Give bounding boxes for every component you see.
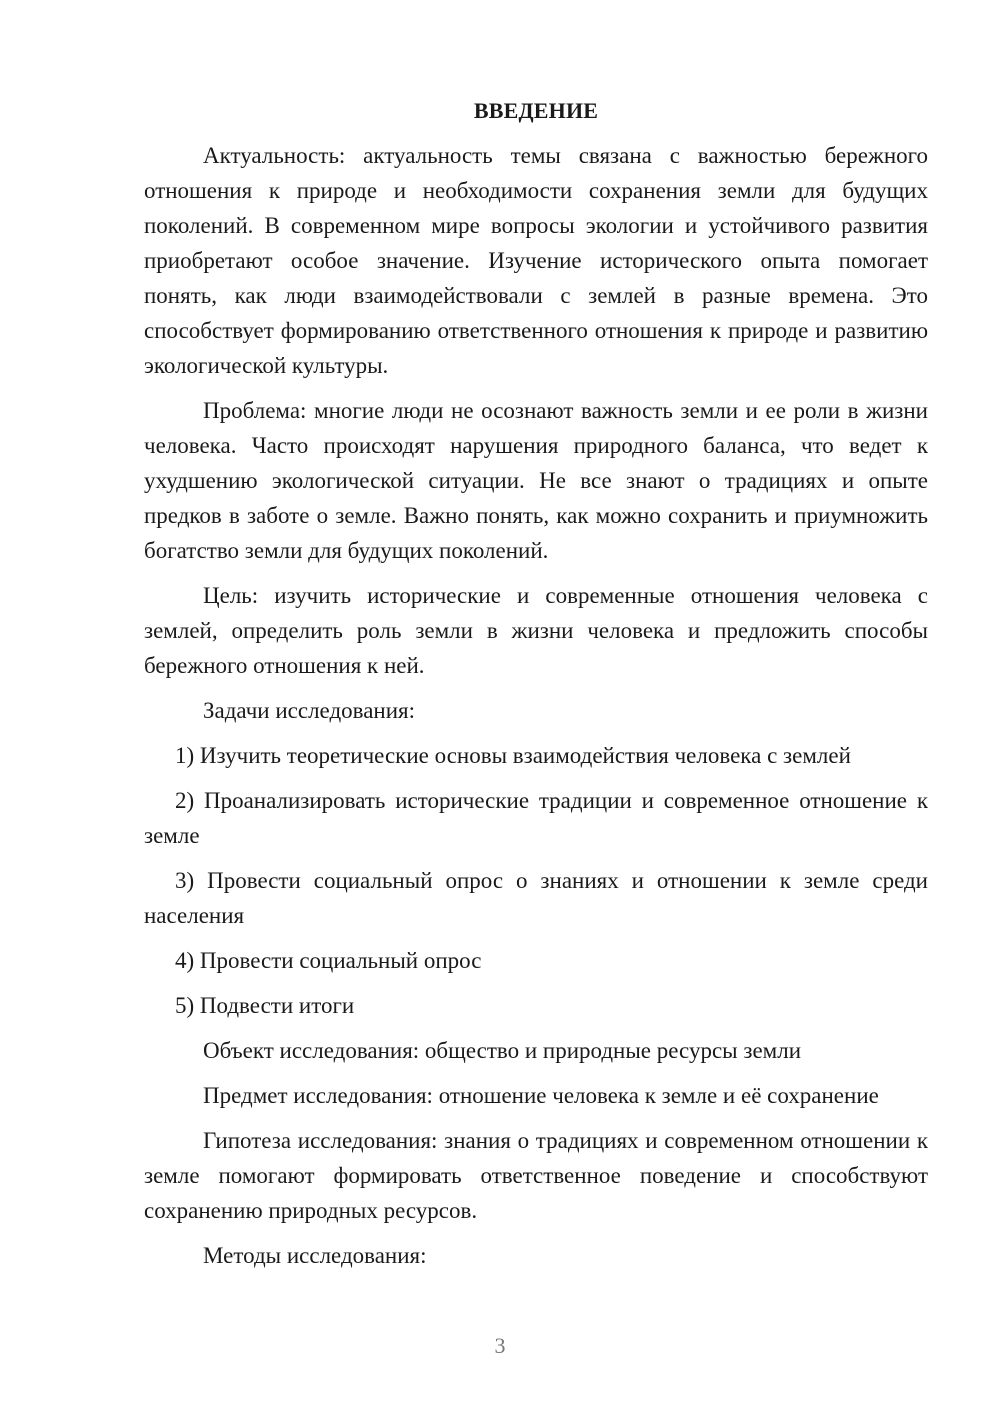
hypothesis-paragraph: Гипотеза исследования: знания о традициях и современном отношении к земле помогают формировать ответственное поведение и способствуют сохранению природных ресурсов. bbox=[144, 1128, 928, 1223]
goal-paragraph: Цель: изучить исторические и современные отношения человека с землей, определить роль земли в жизни человека и предложить способы бережного отношения к ней. bbox=[144, 583, 928, 678]
task-item-2: 2) Проанализировать исторические традиции и современное отношение к земле bbox=[144, 788, 928, 848]
task-item-1: 1) Изучить теоретические основы взаимодействия человека с землей bbox=[175, 743, 851, 768]
problem-paragraph: Проблема: многие люди не осознают важность земли и ее роли в жизни человека. Часто происходят нарушения природного баланса, что ведет к ухудшению экологической ситуации. Не все знают о традициях и опыте предков в заботе о земле. Важно понять, как можно сохранить и приумножить богатство земли для будущих поколений. bbox=[144, 398, 928, 563]
tasks-heading: Задачи исследования: bbox=[203, 698, 416, 723]
page-number: 3 bbox=[494, 1333, 506, 1358]
task-item-3: 3) Провести социальный опрос о знаниях и отношении к земле среди населения bbox=[144, 868, 928, 928]
task-item-4: 4) Провести социальный опрос bbox=[175, 948, 482, 973]
section-title: ВВЕДЕНИЕ bbox=[473, 98, 599, 123]
subject-paragraph: Предмет исследования: отношение человека к земле и её сохранение bbox=[203, 1083, 879, 1108]
page-content bbox=[144, 94, 928, 1283]
methods-heading: Методы исследования: bbox=[203, 1243, 427, 1268]
task-item-5: 5) Подвести итоги bbox=[175, 993, 355, 1018]
relevance-paragraph: Актуальность: актуальность темы связана с важностью бережного отношения к природе и необходимости сохранения земли для будущих поколений. В современном мире вопросы экологии и устойчивого развития приобретают особое значение. Изучение исторического опыта помогает понять, как люди взаимодействовали с землей в разные времена. Это способствует формированию ответственного отношения к природе и развитию экологической культуры. bbox=[144, 143, 928, 378]
object-paragraph: Объект исследования: общество и природные ресурсы земли bbox=[203, 1038, 801, 1063]
